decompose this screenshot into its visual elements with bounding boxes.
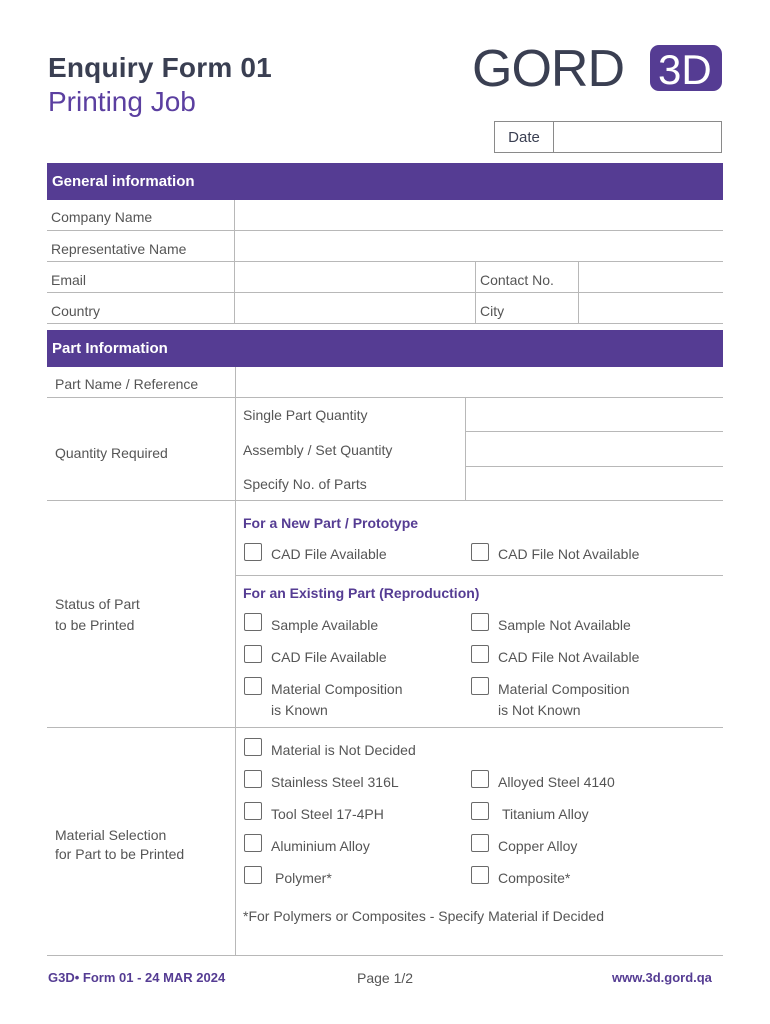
- country-input[interactable]: [235, 293, 475, 323]
- sample-available-checkbox[interactable]: [244, 613, 262, 631]
- representative-name-label: Representative Name: [51, 241, 187, 257]
- city-label: City: [480, 303, 505, 319]
- email-label: Email: [51, 272, 87, 288]
- material-not-decided-label: Material is Not Decided: [271, 742, 416, 758]
- representative-name-input[interactable]: [235, 231, 722, 261]
- email-input[interactable]: [235, 262, 475, 292]
- alloyed-steel-label: Alloyed Steel 4140: [498, 774, 615, 790]
- composite-label: Composite*: [498, 870, 571, 886]
- status-label-line1: Status of Part: [55, 596, 140, 612]
- form-title: Enquiry Form 01: [48, 52, 272, 83]
- tool-steel-checkbox[interactable]: [244, 802, 262, 820]
- sample-available-label: Sample Available: [271, 617, 379, 633]
- alloyed-steel-checkbox[interactable]: [471, 770, 489, 788]
- cad-not-available-2-label: CAD File Not Available: [498, 649, 640, 665]
- copper-alloy-checkbox[interactable]: [471, 834, 489, 852]
- material-unknown-label-1: Material Composition: [498, 681, 630, 697]
- stainless-steel-checkbox[interactable]: [244, 770, 262, 788]
- material-selection-label-line1: Material Selection: [55, 827, 167, 843]
- page-number: Page 1/2: [357, 970, 414, 986]
- material-unknown-checkbox[interactable]: [471, 677, 489, 695]
- quantity-required-label: Quantity Required: [55, 445, 168, 461]
- company-name-input[interactable]: [235, 200, 722, 230]
- status-label-line2: to be Printed: [55, 617, 135, 633]
- existing-part-heading: For an Existing Part (Reproduction): [243, 585, 480, 601]
- assembly-set-quantity-input[interactable]: [467, 432, 722, 466]
- sample-not-available-label: Sample Not Available: [498, 617, 631, 633]
- form-reference: G3D• Form 01 - 24 MAR 2024: [48, 970, 226, 985]
- material-known-label-1: Material Composition: [271, 681, 403, 697]
- country-label: Country: [51, 303, 101, 319]
- cad-available-2-checkbox[interactable]: [244, 645, 262, 663]
- cad-not-available-checkbox[interactable]: [471, 543, 489, 561]
- website-link[interactable]: www.3d.gord.qa: [612, 970, 712, 985]
- copper-alloy-label: Copper Alloy: [498, 838, 578, 854]
- material-not-decided-checkbox[interactable]: [244, 738, 262, 756]
- logo-text: GORD: [472, 42, 624, 94]
- gord3d-logo: [472, 42, 724, 94]
- general-information-header: General information: [47, 163, 723, 200]
- part-information-header: Part Information: [47, 330, 723, 367]
- material-selection-label-line2: for Part to be Printed: [55, 846, 185, 862]
- titanium-alloy-label: Titanium Alloy: [502, 806, 589, 822]
- new-part-heading: For a New Part / Prototype: [243, 515, 419, 531]
- material-known-checkbox[interactable]: [244, 677, 262, 695]
- aluminium-alloy-label: Aluminium Alloy: [271, 838, 370, 854]
- part-name-input[interactable]: [237, 367, 722, 397]
- polymer-composite-note: *For Polymers or Composites - Specify Material if Decided: [243, 908, 605, 924]
- polymer-label: Polymer*: [275, 870, 332, 886]
- specify-no-parts-input[interactable]: [467, 467, 722, 500]
- tool-steel-label: Tool Steel 17-4PH: [271, 806, 384, 822]
- date-field[interactable]: [494, 121, 722, 153]
- stainless-steel-label: Stainless Steel 316L: [271, 774, 399, 790]
- aluminium-alloy-checkbox[interactable]: [244, 834, 262, 852]
- form-subtitle: Printing Job: [48, 86, 196, 117]
- assembly-set-quantity-label: Assembly / Set Quantity: [243, 442, 393, 458]
- logo-badge-text: 3D: [658, 46, 712, 93]
- sample-not-available-checkbox[interactable]: [471, 613, 489, 631]
- polymer-checkbox[interactable]: [244, 866, 262, 884]
- city-input[interactable]: [579, 293, 722, 323]
- contact-no-label: Contact No.: [480, 272, 554, 288]
- composite-checkbox[interactable]: [471, 866, 489, 884]
- company-name-label: Company Name: [51, 209, 153, 225]
- titanium-alloy-checkbox[interactable]: [471, 802, 489, 820]
- specify-no-parts-label: Specify No. of Parts: [243, 476, 367, 492]
- cad-available-label: CAD File Available: [271, 546, 387, 562]
- cad-not-available-2-checkbox[interactable]: [471, 645, 489, 663]
- cad-available-2-label: CAD File Available: [271, 649, 387, 665]
- single-part-quantity-label: Single Part Quantity: [243, 407, 368, 423]
- cad-not-available-label: CAD File Not Available: [498, 546, 640, 562]
- material-known-label-2: is Known: [271, 702, 328, 718]
- material-unknown-label-2: is Not Known: [498, 702, 581, 718]
- contact-no-input[interactable]: [579, 262, 722, 292]
- part-name-label: Part Name / Reference: [55, 376, 199, 392]
- cad-available-checkbox[interactable]: [244, 543, 262, 561]
- date-label: Date: [495, 122, 554, 152]
- single-part-quantity-input[interactable]: [467, 398, 722, 431]
